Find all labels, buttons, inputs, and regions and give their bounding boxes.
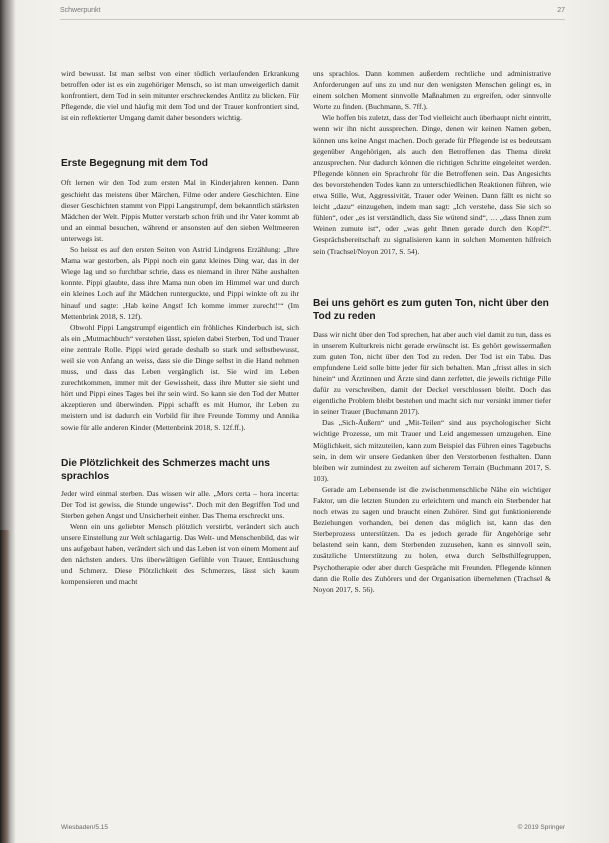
right-column — [313, 68, 551, 595]
paragraph: So heisst es auf den ersten Seiten von Astrid Lindgrens Erzählung: „Ihre Mama war gestorben, als Pippi noch ein ganz kleines Ding war, das in der Wiege lag und so furchtbar schrie, dass es niemand in ihrer Nähe aushalten konnte. Pippi glaubte, dass ihre Mama nun oben im Himmel war und durch ein kleines Loch auf ihr Mädchen runterguckte, und Pippi winkte oft zu ihr hinauf und sagte: ‚Hab keine Angst! Ich komme immer zurecht!‘“ (Im Mettenbrink 2018, S. 12f). — [61, 245, 299, 321]
header-section: Schwerpunkt — [60, 7, 101, 14]
page-footer — [61, 824, 565, 834]
page-edge-shadow-dark — [0, 530, 10, 843]
left-column — [61, 68, 299, 587]
paragraph: Gerade am Lebensende ist die zwischenmenschliche Nähe ein wichtiger Faktor, um die letzten Stunden zu erleichtern und manch ein Sterbender hat noch etwas zu sagen und braucht einen Zuhörer. Sind gut funktionierende Beziehungen vorhanden, bei denen das möglich ist, kann das den Sterbeprozess unterstützen. Da es jedoch gerade für Angehörige sehr belastend sein kann, dem Sterbenden zuzusehen, kann es sinnvoll sein, zusätzliche Unterstützung zu holen, etwa durch Selbsthilfegruppen, Psychotherapie oder aber durch Gespräche mit Freunden. Pflegende können dann die Rolle des Zuhörers und der Organisation übernehmen (Trachsel & Noyon 2017, S. 56). — [313, 484, 551, 594]
header-page-number: 27 — [557, 7, 565, 14]
paragraph: Oft lernen wir den Tod zum ersten Mal in Kinderjahren kennen. Dann geschieht das meistens über Märchen, Filme oder andere Geschichten. Eine dieser Geschichten stammt von Pippi Langstrumpf, dem bekanntlich stärksten Mädchen der Welt. Pippis Mutter verstarb schon früh und ihr Vater kommt ab und an einmal besuchen, während er ansonsten auf den sieben Weltmeeren unterwegs ist. — [61, 178, 299, 243]
paragraph: Jeder wird einmal sterben. Das wissen wir alle. „Mors certa – hora incerta: Der Tod ist gewiss, die Stunde ungewiss“. Doch mit den Begriffen Tod und Sterben gehen Angst und Unsicherheit einher. Das Thema erschreckt uns. — [61, 488, 299, 520]
footer-journal: Wiesbaden/5.15 — [61, 824, 108, 831]
section-heading: Bei uns gehört es zum guten Ton, nicht über den Tod zu reden — [313, 297, 549, 322]
running-header — [60, 7, 565, 20]
paragraph: Dass wir nicht über den Tod sprechen, hat aber auch viel damit zu tun, dass es in unserem Kulturkreis nicht gerade erwünscht ist. Es gehört gewissermaßen zum guten Ton, nicht über den Tod zu reden. Der Tod ist ein Tabu. Das empfundene Leid solle bitte jeder für sich behalten. Man „frisst alles in sich hinein“ und Ärztinnen und Ärzte sind dann zerfettet, die jeweils richtige Pille dafür zu verschreiben, damit der Deckel verschlossen bleibt. Doch das eigentliche Problem bleibt bestehen und macht sich nur versinkt immer tiefer in seiner Trauer (Buchmann 2017). — [313, 329, 551, 417]
paragraph: Wenn ein uns geliebter Mensch plötzlich verstirbt, verändert sich auch unsere Einstellung zur Welt schlagartig. Das Welt- und Menschenbild, das wir uns aufgebaut haben, verändert sich und das Leben ist von einem Moment auf den nächsten anders. Uns überwältigen Gefühle von Trauer, Enttäuschung und Schmerz. Diese Plötzlichkeit des Schmerzes, lässt sich kaum kompensieren und macht — [61, 521, 299, 587]
paragraph: Wie hoffen bis zuletzt, dass der Tod vielleicht auch überhaupt nicht eintritt, wenn wir ihn nicht aussprechen. Dinge, denen wir keinen Namen geben, können uns keine Angst machen. Doch gerade für Pflegende ist es bedeutsam gegenüber Angehörigen, als auch den Betroffenen das Thema direkt anzusprechen. Nur dadurch können die richtigen Schritte eingeleitet werden. Pflegende können ein Sprachrohr für die Betroffenen sein. Das Angesichts des bevorstehenden Todes kann zu unterschiedlichen Reaktionen führen, wie etwa Stille, Wut, Aggressivität, Trauer oder Weinen. Dann fällt es nicht so leicht „dazu“ einzugehen, indem man sagt: „Ich verstehe, dass Sie sich so fühlen“, oder „es ist verständlich, dass Sie wütend sind“, … „dass Ihnen zum Weinen zumute ist“, oder „was geht Ihnen gerade durch den Kopf?“. Gesprächsbereitschaft zu signalisieren kann in solchen Momenten hilfreich sein (Trachsel/Noyon 2017, S. 54). — [313, 113, 551, 256]
section-heading: Erste Begegnung mit dem Tod — [61, 158, 208, 170]
footer-copyright: © 2019 Springer — [517, 824, 565, 831]
paragraph: Obwohl Pippi Langstrumpf eigentlich ein fröhliches Kinderbuch ist, sich als ein „Mutmachbuch“ verstehen lässt, spielen dabei Sterben, Tod und Trauer eine zentrale Rolle. Pippi wird gerade deshalb so stark und selbstbewusst, weil sie von Anfang an weiss, dass sie die Dinge selbst in die Hand nehmen muss, und dass das Leben vergänglich ist. Sie wird im Leben zurechtkommen, immer mit der Gewissheit, dass ihre Mutter sie sieht und hört und Pippi eines Tages bei ihr sein wird. So kann sie den Tod der Mutter akzeptieren und überwinden. Pippi schafft es mit Humor, ihr Leben zu meistern und ist dadurch ein Vorbild für ihre Freunde Tommy und Annika sowie für alle anderen Kinder (Mettenbrink 2018, S. 12f.ff.). — [61, 322, 299, 432]
paragraph: Das „Sich-Äußern“ und „Mit-Teilen“ sind aus psychologischer Sicht wichtige Prozesse, um mit Trauer und Leid angemessen umzugehen. Eine Möglichkeit, sich mitzuteilen, kann zum Beispiel das Führen eines Tagebuchs sein, in dem wir unsere Gedanken über den Verstorbenen festhalten. Dann bleiben wir zumindest zu zweiten auf sicherem Terrain (Buchmann 2017, S. 103). — [313, 418, 551, 483]
section-heading: Die Plötzlichkeit des Schmerzes macht uns sprachlos — [61, 457, 270, 482]
paragraph: wird bewusst. Ist man selbst von einer tödlich verlaufenden Erkrankung betroffen oder ist es ein zugehöriger Mensch, so ist man unweigerlich damit konfrontiert, dem Tod in sein mitunter erschreckendes Antlitz zu blicken. Für Pflegende, die viel und häufig mit dem Tod und der Trauer konfrontiert sind, ist ein reflektierter Umgang damit daher besonders wichtig. — [61, 69, 299, 123]
paragraph: uns sprachlos. Dann kommen außerdem rechtliche und administrative Anforderungen auf uns zu und nur den wenigsten Menschen gelingt es, in einem solchen Moment sinnvolle Maßnahmen zu ergreifen, oder sinnvolle Worte zu finden. (Buchmann, S. 7ff.). — [313, 69, 551, 112]
